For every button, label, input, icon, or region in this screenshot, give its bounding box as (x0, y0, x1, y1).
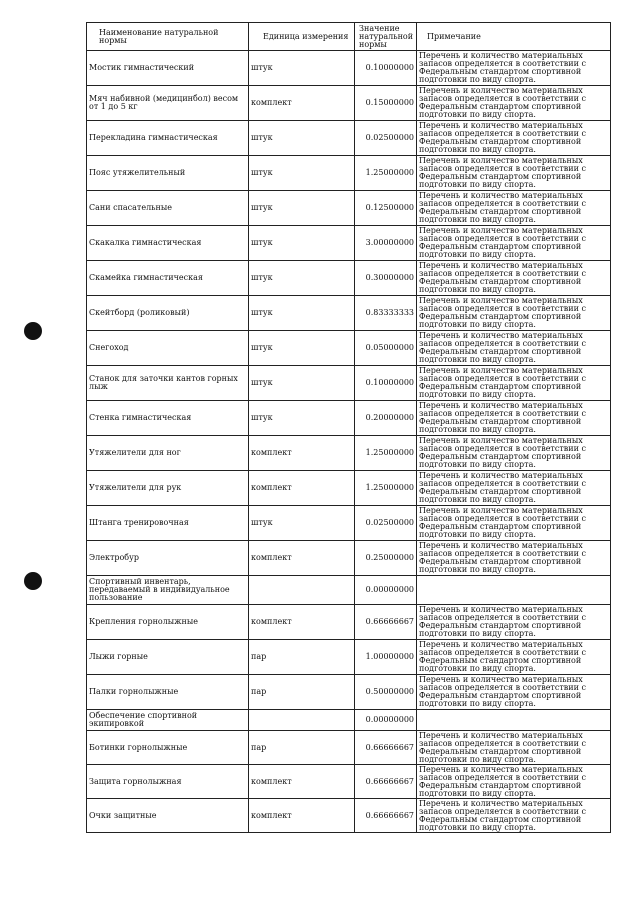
cell-note: Перечень и количество материальных запасов определяется в соответствии с Федеральным стандартом спортивной подготовки по виду спорта. (417, 121, 611, 156)
table-row (87, 731, 611, 765)
cell-name: Палки горнолыжные (87, 675, 249, 710)
cell-value: 0.10000000 (355, 366, 417, 401)
table-row (87, 640, 611, 675)
table-row (87, 605, 611, 640)
cell-note (417, 576, 611, 605)
cell-name: Утяжелители для ног (87, 436, 249, 471)
cell-value: 0.66666667 (355, 765, 417, 799)
cell-note: Перечень и количество материальных запасов определяется в соответствии с Федеральным стандартом спортивной подготовки по виду спорта. (417, 191, 611, 226)
cell-name: Сани спасательные (87, 191, 249, 226)
table-row (87, 191, 611, 226)
cell-note: Перечень и количество материальных запасов определяется в соответствии с Федеральным стандартом спортивной подготовки по виду спорта. (417, 506, 611, 541)
table-row (87, 121, 611, 156)
cell-note: Перечень и количество материальных запасов определяется в соответствии с Федеральным стандартом спортивной подготовки по виду спорта. (417, 226, 611, 261)
cell-name: Обеспечение спортивной экипировкой (87, 710, 249, 731)
cell-unit: штук (249, 401, 355, 436)
cell-name: Скакалка гимнастическая (87, 226, 249, 261)
table-row (87, 799, 611, 833)
cell-note: Перечень и количество материальных запасов определяется в соответствии с Федеральным стандартом спортивной подготовки по виду спорта. (417, 296, 611, 331)
cell-value: 0.00000000 (355, 576, 417, 605)
table-row (87, 436, 611, 471)
table-row (87, 506, 611, 541)
cell-value: 0.66666667 (355, 799, 417, 833)
cell-name: Мяч набивной (медицинбол) весом от 1 до 5 кг (87, 86, 249, 121)
cell-value: 0.66666667 (355, 731, 417, 765)
cell-unit: пар (249, 640, 355, 675)
cell-unit: штук (249, 506, 355, 541)
cell-unit: штук (249, 226, 355, 261)
cell-value: 0.12500000 (355, 191, 417, 226)
cell-unit: штук (249, 366, 355, 401)
cell-name: Перекладина гимнастическая (87, 121, 249, 156)
cell-value: 1.25000000 (355, 436, 417, 471)
cell-value: 0.50000000 (355, 675, 417, 710)
cell-value: 0.66666667 (355, 605, 417, 640)
cell-value: 0.20000000 (355, 401, 417, 436)
cell-unit: штук (249, 156, 355, 191)
cell-note: Перечень и количество материальных запасов определяется в соответствии с Федеральным стандартом спортивной подготовки по виду спорта. (417, 799, 611, 833)
cell-unit: штук (249, 121, 355, 156)
table-row (87, 471, 611, 506)
cell-unit (249, 576, 355, 605)
cell-unit: комплект (249, 799, 355, 833)
cell-name: Пояс утяжелительный (87, 156, 249, 191)
cell-value: 0.05000000 (355, 331, 417, 366)
table-row (87, 156, 611, 191)
cell-value: 3.00000000 (355, 226, 417, 261)
table-row (87, 331, 611, 366)
cell-value: 0.02500000 (355, 121, 417, 156)
cell-unit: пар (249, 675, 355, 710)
header-note: Примечание (417, 23, 611, 51)
cell-value: 0.00000000 (355, 710, 417, 731)
table-body (87, 51, 611, 833)
table-row (87, 765, 611, 799)
cell-value: 1.00000000 (355, 640, 417, 675)
table-row (87, 261, 611, 296)
cell-unit: комплект (249, 86, 355, 121)
cell-value: 0.10000000 (355, 51, 417, 86)
cell-note: Перечень и количество материальных запасов определяется в соответствии с Федеральным стандартом спортивной подготовки по виду спорта. (417, 436, 611, 471)
table-row (87, 51, 611, 86)
cell-value: 0.83333333 (355, 296, 417, 331)
cell-value: 0.15000000 (355, 86, 417, 121)
table-row (87, 576, 611, 605)
cell-note (417, 710, 611, 731)
cell-unit (249, 710, 355, 731)
cell-name: Очки защитные (87, 799, 249, 833)
cell-note: Перечень и количество материальных запасов определяется в соответствии с Федеральным стандартом спортивной подготовки по виду спорта. (417, 156, 611, 191)
cell-note: Перечень и количество материальных запасов определяется в соответствии с Федеральным стандартом спортивной подготовки по виду спорта. (417, 331, 611, 366)
cell-value: 0.02500000 (355, 506, 417, 541)
table-row (87, 366, 611, 401)
cell-name: Снегоход (87, 331, 249, 366)
cell-value: 1.25000000 (355, 156, 417, 191)
cell-unit: штук (249, 191, 355, 226)
table-row (87, 541, 611, 576)
cell-unit: штук (249, 261, 355, 296)
cell-unit: штук (249, 296, 355, 331)
table-row (87, 675, 611, 710)
cell-note: Перечень и количество материальных запасов определяется в соответствии с Федеральным стандартом спортивной подготовки по виду спорта. (417, 731, 611, 765)
cell-note: Перечень и количество материальных запасов определяется в соответствии с Федеральным стандартом спортивной подготовки по виду спорта. (417, 401, 611, 436)
cell-note: Перечень и количество материальных запасов определяется в соответствии с Федеральным стандартом спортивной подготовки по виду спорта. (417, 86, 611, 121)
cell-note: Перечень и количество материальных запасов определяется в соответствии с Федеральным стандартом спортивной подготовки по виду спорта. (417, 541, 611, 576)
cell-note: Перечень и количество материальных запасов определяется в соответствии с Федеральным стандартом спортивной подготовки по виду спорта. (417, 51, 611, 86)
norms-table (86, 22, 611, 833)
table-row (87, 86, 611, 121)
cell-name: Стенка гимнастическая (87, 401, 249, 436)
cell-name: Скейтборд (роликовый) (87, 296, 249, 331)
cell-name: Электробур (87, 541, 249, 576)
cell-note: Перечень и количество материальных запасов определяется в соответствии с Федеральным стандартом спортивной подготовки по виду спорта. (417, 471, 611, 506)
cell-name: Ботинки горнолыжные (87, 731, 249, 765)
cell-unit: комплект (249, 436, 355, 471)
cell-note: Перечень и количество материальных запасов определяется в соответствии с Федеральным стандартом спортивной подготовки по виду спорта. (417, 605, 611, 640)
punch-hole-icon (24, 322, 42, 340)
cell-name: Утяжелители для рук (87, 471, 249, 506)
table-row (87, 710, 611, 731)
cell-value: 0.30000000 (355, 261, 417, 296)
table-row (87, 401, 611, 436)
cell-unit: комплект (249, 541, 355, 576)
cell-unit: штук (249, 331, 355, 366)
cell-note: Перечень и количество материальных запасов определяется в соответствии с Федеральным стандартом спортивной подготовки по виду спорта. (417, 675, 611, 710)
cell-unit: комплект (249, 471, 355, 506)
cell-name: Мостик гимнастический (87, 51, 249, 86)
cell-name: Лыжи горные (87, 640, 249, 675)
table-row (87, 296, 611, 331)
cell-unit: комплект (249, 765, 355, 799)
cell-unit: штук (249, 51, 355, 86)
header-name: Наименование натуральной нормы (87, 23, 249, 51)
cell-note: Перечень и количество материальных запасов определяется в соответствии с Федеральным стандартом спортивной подготовки по виду спорта. (417, 765, 611, 799)
cell-note: Перечень и количество материальных запасов определяется в соответствии с Федеральным стандартом спортивной подготовки по виду спорта. (417, 261, 611, 296)
header-unit: Единица измерения (249, 23, 355, 51)
table-header-row (87, 23, 611, 51)
cell-value: 0.25000000 (355, 541, 417, 576)
cell-name: Защита горнолыжная (87, 765, 249, 799)
cell-value: 1.25000000 (355, 471, 417, 506)
cell-unit: пар (249, 731, 355, 765)
cell-name: Станок для заточки кантов горных лыж (87, 366, 249, 401)
cell-note: Перечень и количество материальных запасов определяется в соответствии с Федеральным стандартом спортивной подготовки по виду спорта. (417, 366, 611, 401)
cell-unit: комплект (249, 605, 355, 640)
cell-name: Спортивный инвентарь, передаваемый в индивидуальное пользование (87, 576, 249, 605)
cell-name: Штанга тренировочная (87, 506, 249, 541)
cell-name: Скамейка гимнастическая (87, 261, 249, 296)
table-row (87, 226, 611, 261)
punch-hole-icon (24, 572, 42, 590)
header-value: Значение натуральной нормы (355, 23, 417, 51)
cell-note: Перечень и количество материальных запасов определяется в соответствии с Федеральным стандартом спортивной подготовки по виду спорта. (417, 640, 611, 675)
cell-name: Крепления горнолыжные (87, 605, 249, 640)
